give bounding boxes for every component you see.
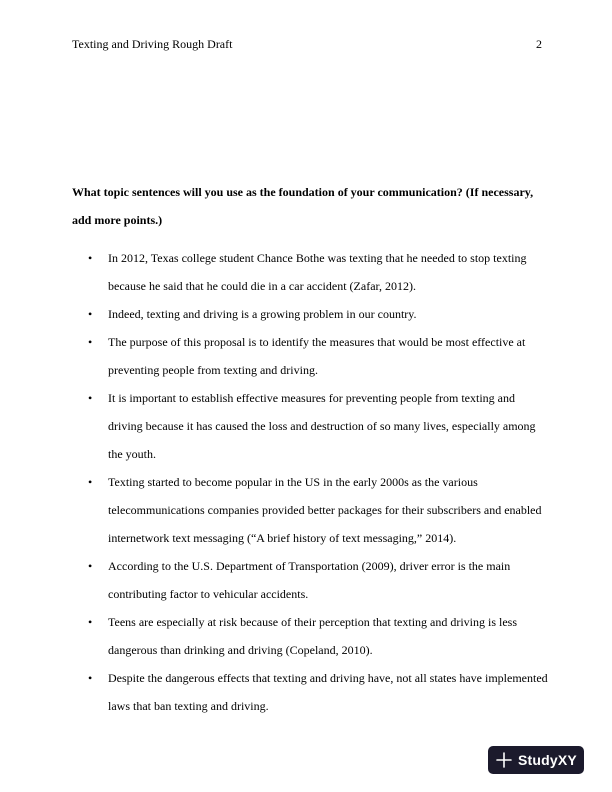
bullet-icon: •: [88, 391, 93, 405]
list-item: [0, 384, 548, 468]
page-number: 2: [536, 37, 542, 51]
list-item: [0, 300, 548, 328]
section-question: What topic sentences will you use as the foundation of your communication? (If necessary, add more points.): [72, 185, 534, 227]
list-item-text: Despite the dangerous effects that texting and driving have, not all states have implemented laws that ban texting and driving.: [108, 671, 548, 713]
bullet-icon: •: [88, 475, 93, 489]
brand-logo-text: StudyXY: [518, 752, 577, 768]
list-item-text: According to the U.S. Department of Transportation (2009), driver error is the main contributing factor to vehicular accidents.: [108, 559, 511, 601]
plus-icon: [496, 752, 512, 768]
bullet-icon: •: [88, 559, 93, 573]
list-item-text: Indeed, texting and driving is a growing problem in our country.: [108, 307, 417, 321]
list-item: [0, 328, 548, 384]
list-item-text: Teens are especially at risk because of their perception that texting and driving is less dangerous than drinking and driving (Copeland, 2010).: [108, 615, 518, 657]
list-item-text: In 2012, Texas college student Chance Bothe was texting that he needed to stop texting because he said that he could die in a car accident (Zafar, 2012).: [108, 251, 527, 293]
list-item: [0, 468, 548, 552]
list-item: [0, 608, 548, 664]
list-item-text: Texting started to become popular in the US in the early 2000s as the various telecommunications companies provided better packages for their subscribers and enabled internetwork text messaging (“A brief history of text messaging,” 2014).: [108, 475, 542, 545]
list-item: [0, 244, 548, 300]
bullet-icon: •: [88, 307, 93, 321]
bullet-icon: •: [88, 251, 93, 265]
running-header-title: Texting and Driving Rough Draft: [72, 37, 233, 51]
studyxy-watermark-badge[interactable]: [488, 746, 584, 774]
list-item: [0, 664, 548, 720]
topic-sentence-list: [0, 244, 612, 720]
list-item-text: The purpose of this proposal is to identify the measures that would be most effective at preventing people from texting and driving.: [108, 335, 526, 377]
bullet-icon: •: [88, 615, 93, 629]
list-item: [0, 552, 548, 608]
bullet-icon: •: [88, 335, 93, 349]
list-item-text: It is important to establish effective measures for preventing people from texting and driving because it has caused the loss and destruction of so many lives, especially among the youth.: [108, 391, 536, 461]
bullet-icon: •: [88, 671, 93, 685]
